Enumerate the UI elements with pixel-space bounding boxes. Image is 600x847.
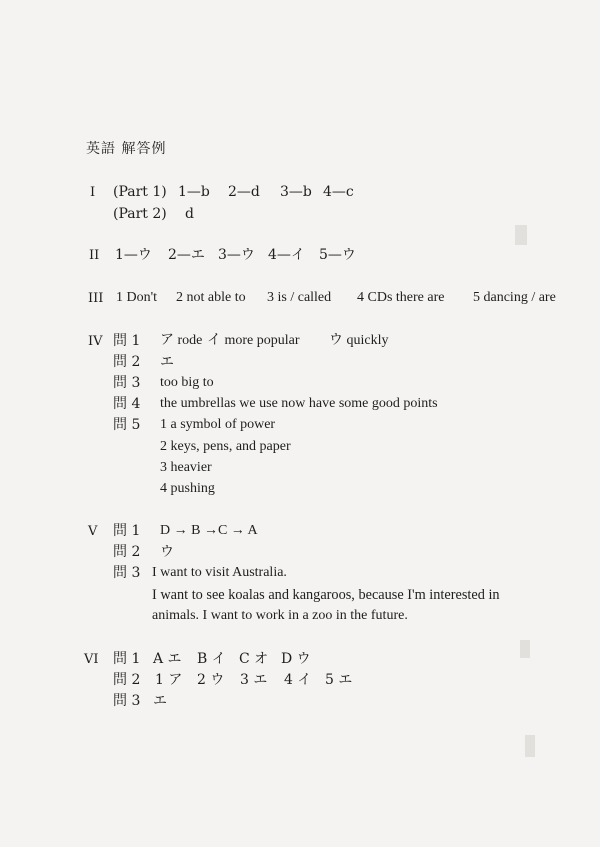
s4-q5-answer-2: 2 keys, pens, and paper [160, 439, 291, 454]
part1-answer-4: 4—c [323, 184, 354, 200]
section-3-answer-2: 2 not able to [176, 290, 246, 305]
s4-q1-answer-a: ア rode [160, 333, 203, 348]
part1-answer-1: 1—b [178, 184, 210, 200]
section-3-answer-3: 3 is / called [267, 290, 332, 305]
s6-q2-label: 問 2 [113, 672, 141, 688]
s5-q3-line-3: animals. I want to work in a zoo in the future. [152, 608, 408, 623]
section-3-answer-1: 1 Don't [116, 290, 158, 305]
s6-q1-answer-a: A エ [153, 651, 182, 667]
section-3-number: III [88, 291, 104, 306]
part1-answer-2: 2—d [228, 184, 260, 200]
s4-q4-label: 問 4 [113, 396, 141, 412]
page-title: 英語 解答例 [86, 141, 167, 157]
s5-q1-answer: D → B →C → A [160, 523, 258, 538]
section-4-number: IV [88, 334, 103, 349]
s6-q1-label: 問 1 [113, 651, 141, 667]
s6-q1-answer-b: B イ [197, 651, 226, 667]
s6-q1-answer-d: D ウ [281, 651, 311, 667]
s5-q2-label: 問 2 [113, 544, 141, 560]
s5-q2-answer: ウ [160, 544, 174, 560]
s4-q1-label: 問 1 [113, 333, 141, 349]
bleed-mark [520, 640, 530, 658]
s6-q3-answer: エ [153, 693, 167, 709]
s6-q2-answer-4: 4 イ [284, 672, 312, 688]
s6-q2-answer-2: 2 ウ [197, 672, 225, 688]
s6-q1-answer-c: C オ [239, 651, 269, 667]
s5-q3-line-2: I want to see koalas and kangaroos, because I'm interested in [152, 587, 500, 603]
section-2-answer-1: 1—ウ [115, 247, 152, 263]
s5-q1-label: 問 1 [113, 523, 141, 539]
s4-q3-label: 問 3 [113, 375, 141, 391]
part2-label: (Part 2) [113, 206, 167, 222]
s4-q5-answer-1: 1 a symbol of power [160, 417, 276, 432]
part2-answer: d [185, 206, 194, 222]
section-5-number: V [88, 524, 98, 539]
s6-q3-label: 問 3 [113, 693, 141, 709]
s4-q3-answer: too big to [160, 375, 214, 390]
bleed-mark [515, 225, 527, 245]
s4-q2-label: 問 2 [113, 354, 141, 370]
section-1-number: I [90, 185, 96, 200]
s4-q4-answer: the umbrellas we use now have some good points [160, 396, 438, 411]
section-2-answer-3: 3—ウ [218, 247, 255, 263]
section-2-number: II [89, 248, 100, 263]
part1-label: (Part 1) [113, 184, 167, 200]
s6-q2-answer-5: 5 エ [325, 672, 353, 688]
s6-q2-answer-1: 1 ア [155, 672, 183, 688]
bleed-mark [525, 735, 535, 757]
section-2-answer-5: 5—ウ [319, 247, 356, 263]
s5-q3-line-1: I want to visit Australia. [152, 565, 287, 580]
section-2-answer-2: 2—エ [168, 247, 205, 263]
s6-q2-answer-3: 3 エ [240, 672, 268, 688]
s4-q5-label: 問 5 [113, 417, 141, 433]
part1-answer-3: 3—b [280, 184, 312, 200]
s4-q2-answer: エ [160, 354, 174, 370]
section-6-number: VI [84, 652, 99, 667]
s4-q5-answer-4: 4 pushing [160, 481, 215, 496]
section-3-answer-5: 5 dancing / are [473, 290, 556, 305]
s4-q1-answer-b: イ more popular [207, 333, 300, 348]
s4-q1-answer-c: ウ quickly [329, 333, 389, 348]
section-2-answer-4: 4—イ [268, 247, 305, 263]
s4-q5-answer-3: 3 heavier [160, 460, 212, 475]
section-3-answer-4: 4 CDs there are [357, 290, 445, 305]
s5-q3-label: 問 3 [113, 565, 141, 581]
